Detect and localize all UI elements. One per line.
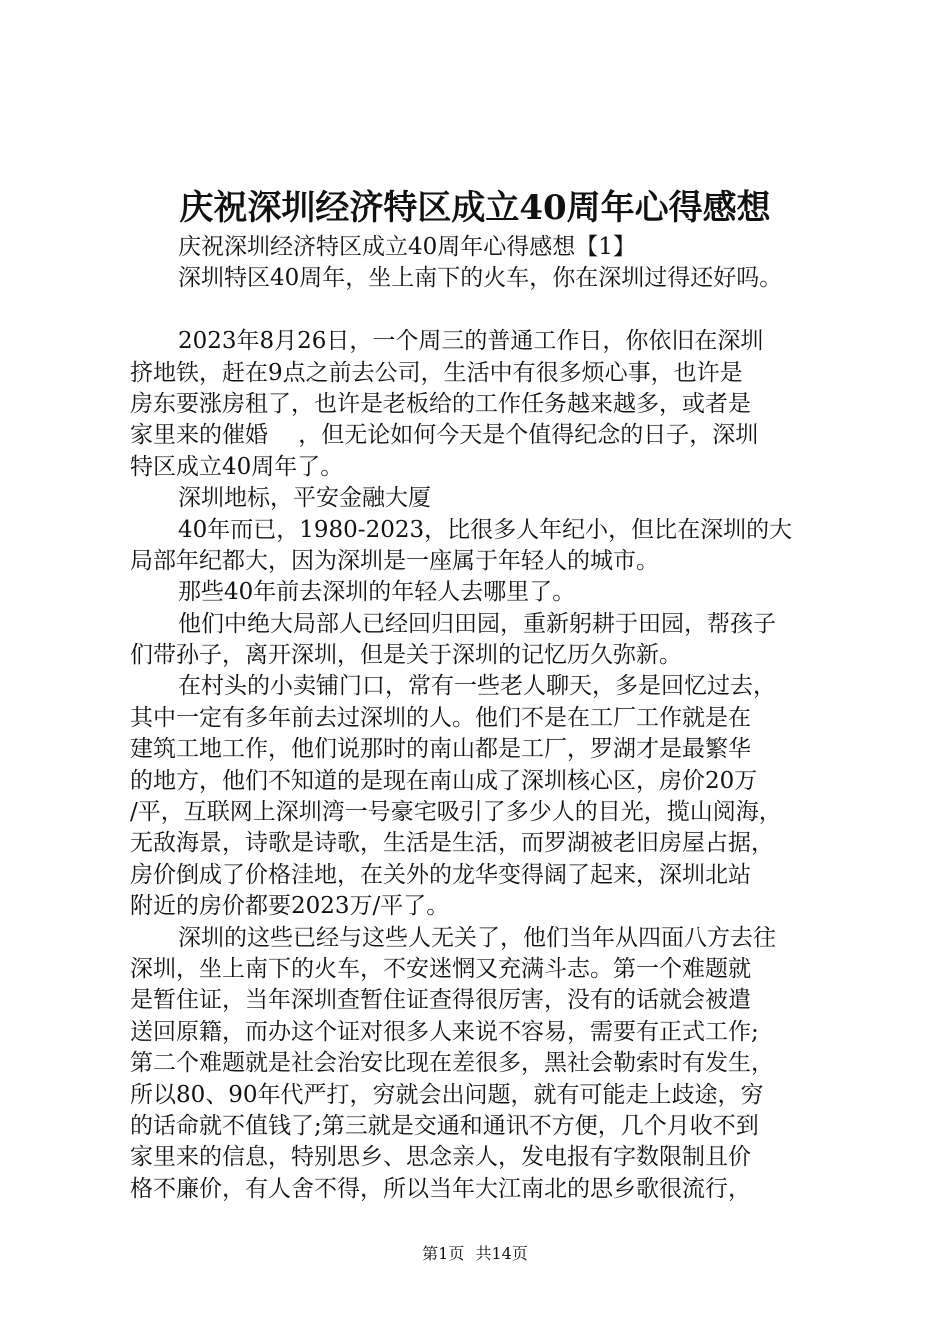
body-line: 那些40年前去深圳的年轻人去哪里了。	[178, 579, 576, 606]
body-line: 深圳的这些已经与这些人无关了，他们当年从四面八方去往	[178, 924, 776, 951]
body-line: 深圳地标，平安金融大厦	[178, 485, 431, 512]
body-line: 无敌海景，诗歌是诗歌，生活是生活，而罗湖被老旧房屋占据，	[130, 830, 774, 857]
body-line: 其中一定有多年前去过深圳的人。他们不是在工厂工作就是在	[130, 704, 751, 731]
body-line: 建筑工地工作，他们说那时的南山都是工厂，罗湖才是最繁华	[130, 736, 751, 763]
body-line: 第二个难题就是社会治安比现在差很多，黑社会勒索时有发生，	[130, 1050, 774, 1077]
page-number: 第1页	[422, 1244, 465, 1263]
body-line: 送回原籍，而办这个证对很多人来说不容易，需要有正式工作;	[130, 1018, 759, 1045]
body-line: /平，互联网上深圳湾一号豪宅吸引了多少人的目光，揽山阅海，	[130, 799, 782, 826]
body-line: 深圳，坐上南下的火车，不安迷惘又充满斗志。第一个难题就	[130, 955, 751, 982]
body-line: 房东要涨房租了，也许是老板给的工作任务越来越多，或者是	[130, 390, 751, 417]
page-footer	[0, 1242, 950, 1266]
body-line: 挤地铁，赶在9点之前去公司，生活中有很多烦心事，也许是	[130, 359, 743, 386]
body-line: 所以80、90年代严打，穷就会出问题，就有可能走上歧途，穷	[130, 1081, 764, 1108]
body-line: 们带孙子，离开深圳，但是关于深圳的记忆历久弥新。	[130, 642, 682, 669]
body-line: 特区成立40周年了。	[130, 453, 344, 480]
body-line: 在村头的小卖铺门口，常有一些老人聊天，多是回忆过去，	[178, 673, 776, 700]
body-line: 附近的房价都要2023万/平了。	[130, 893, 450, 920]
body-line: 40年而已，1980-2023，比很多人年纪小，但比在深圳的大	[178, 516, 793, 543]
body-line: 庆祝深圳经济特区成立40周年心得感想【1】	[178, 234, 636, 260]
body-line: 的地方，他们不知道的是现在南山成了深圳核心区，房价20万	[130, 767, 758, 794]
body-line: 深圳特区40周年，坐上南下的火车，你在深圳过得还好吗。	[178, 265, 783, 292]
body-line: 家里来的信息，特别思乡、思念亲人，发电报有字数限制且价	[130, 1144, 751, 1171]
blank-line	[130, 295, 830, 326]
body-line: 的话命就不值钱了;第三就是交通和通讯不方便，几个月收不到	[130, 1112, 759, 1139]
body-line: 家里来的催婚 ，但无论如何今天是个值得纪念的日子，深圳	[130, 422, 759, 449]
page-total: 共14页	[475, 1244, 528, 1263]
body-line: 局部年纪都大，因为深圳是一座属于年轻人的城市。	[130, 547, 659, 574]
body-line: 格不廉价，有人舍不得，所以当年大江南北的思乡歌很流行，	[130, 1175, 751, 1202]
body-line: 房价倒成了价格洼地，在关外的龙华变得阔了起来，深圳北站	[130, 861, 751, 888]
document-title: 庆祝深圳经济特区成立40周年心得感想	[179, 188, 771, 228]
body-line: 他们中绝大局部人已经回归田园，重新躬耕于田园，帮孩子	[178, 610, 776, 637]
body-line: 是暂住证，当年深圳查暂住证查得很厉害，没有的话就会被遣	[130, 987, 751, 1014]
body-line: 2023年8月26日，一个周三的普通工作日，你依旧在深圳	[178, 328, 764, 355]
document-body	[130, 232, 830, 1205]
